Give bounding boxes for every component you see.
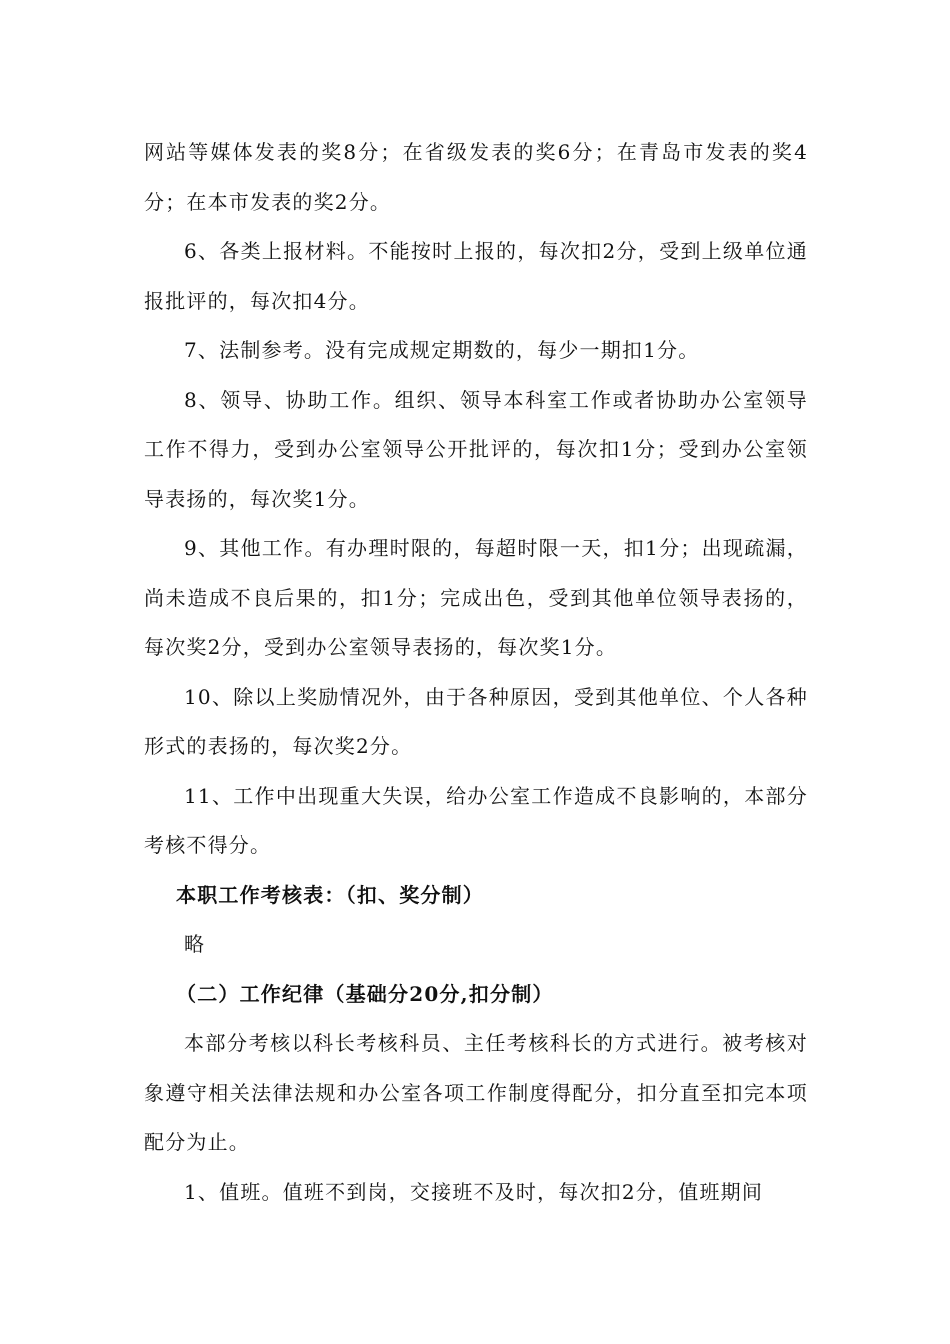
paragraph-item-10: 10、除以上奖励情况外，由于各种原因，受到其他单位、个人各种形式的表扬的，每次奖2分。 [144,684,808,758]
paragraph-duty-item-1: 1、值班。值班不到岗，交接班不及时，每次扣2分，值班期间 [184,1179,764,1204]
paragraph-item-7: 7、法制参考。没有完成规定期数的，每少一期扣1分。 [184,338,700,362]
document-body [144,128,808,1217]
paragraph-omitted: 略 [184,932,206,956]
paragraph-item-6: 6、各类上报材料。不能按时上报的，每次扣2分，受到上级单位通报批评的，每次扣4分。 [144,239,808,313]
paragraph-item-9: 9、其他工作。有办理时限的，每超时限一天，扣1分；出现疏漏，尚未造成不良后果的，扣1分；完成出色，受到其他单位领导表扬的，每次奖2分，受到办公室领导表扬的，每次奖1分。 [144,536,808,659]
paragraph-item-8: 8、领导、协助工作。组织、领导本科室工作或者协助办公室领导工作不得力，受到办公室领导公开批评的，每次扣1分；受到办公室领导表扬的，每次奖1分。 [144,387,808,511]
heading-assessment-table: 本职工作考核表：（扣、奖分制） [176,882,484,907]
paragraph-item-11: 11、工作中出现重大失误，给办公室工作造成不良影响的，本部分考核不得分。 [144,783,808,857]
heading-work-discipline: （二）工作纪律（基础分20分,扣分制） [176,981,554,1006]
paragraph-media-awards: 网站等媒体发表的奖8分；在省级发表的奖6分；在青岛市发表的奖4分；在本市发表的奖2分。 [144,140,808,214]
paragraph-discipline-intro: 本部分考核以科长考核科员、主任考核科长的方式进行。被考核对象遵守相关法律法规和办公室各项工作制度得配分，扣分直至扣完本项配分为止。 [144,1031,808,1154]
